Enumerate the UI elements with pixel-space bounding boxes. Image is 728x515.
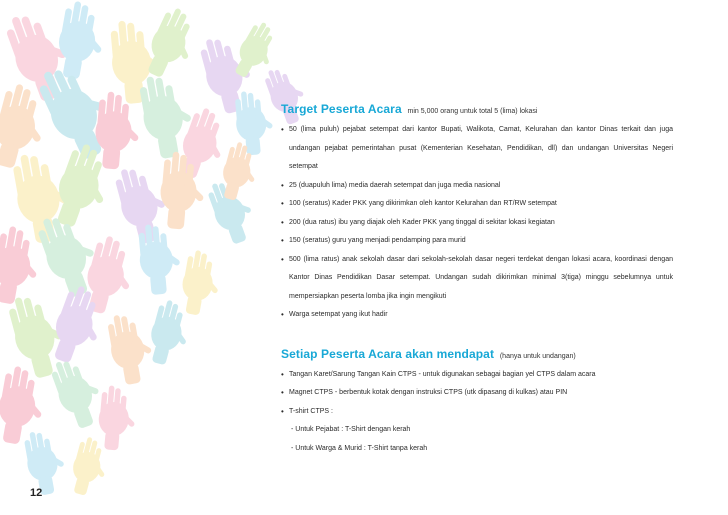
benefits-list [281, 366, 673, 459]
list-item: • Magnet CTPS - berbentuk kotak dengan instruksi CTPS (utk dipasang di kulkas) atau PIN [281, 384, 673, 403]
section-note: min 5,000 orang untuk total 5 (lima) lokasi [407, 108, 538, 115]
hand-print-shape [177, 249, 225, 318]
hand-print-shape [79, 233, 142, 319]
participant-list [281, 121, 673, 325]
sub-list-item: - Untuk Pejabat : T-Shirt dengan kerah [291, 426, 411, 433]
section-heading: Target Peserta Acara [281, 102, 402, 116]
list-item: • Warga setempat yang ikut hadir [281, 306, 673, 325]
list-item: • 100 (seratus) Kader PKK yang dikirimkan oleh kantor Kelurahan dan RT/RW setempat [281, 195, 673, 214]
section-title [281, 347, 673, 361]
list-item: • 150 (seratus) guru yang menjadi pendamping para murid [281, 232, 673, 251]
page-number: 12 [30, 487, 43, 499]
section-heading: Setiap Peserta Acara akan mendapat [281, 346, 495, 361]
section-note: (hanya untuk undangan) [499, 352, 576, 360]
hand-print-shape [53, 0, 110, 83]
hand-print-shape [96, 385, 139, 452]
list-item: • Tangan Karet/Sarung Tangan Kain CTPS - untuk digunakan sebagai bagian yel CTPS dalam acara [281, 366, 673, 385]
main-content [281, 102, 673, 458]
participant-benefits-section [281, 347, 673, 459]
list-item: • T-shirt CTPS : [281, 403, 673, 422]
list-item: • 200 (dua ratus) ibu yang diajak oleh Kader PKK yang tinggal di sekitar lokasi kegiatan [281, 214, 673, 233]
sub-list-item: - Untuk Warga & Murid : T-Shirt tanpa kerah [291, 444, 428, 452]
section-title [281, 102, 673, 116]
target-participants-section [281, 102, 673, 325]
list-item: • 50 (lima puluh) pejabat setempat dari kantor Bupati, Walikota, Camat, Kelurahan dan kantor Dinas terkait dan juga undangan pejabat pemerintahan pusat (Kementerian Kesehatan, Pendidikan, dll) dan undangan Universitas Negeri setempat [281, 121, 673, 177]
list-item: • 500 (lima ratus) anak sekolah dasar dari sekolah-sekolah dasar negeri terdekat dengan lokasi acara, koordinasi dengan Kantor Dinas Pendidikan Dasar setempat. Undangan sudah dikirimkan minimal 3(tiga) minggu sebelumnya untuk mempersiapkan peserta lomba jika ingin mengikuti [281, 251, 673, 307]
hand-print-shape [105, 310, 157, 386]
list-item: • 25 (duapuluh lima) media daerah setempat dan juga media nasional [281, 177, 673, 196]
